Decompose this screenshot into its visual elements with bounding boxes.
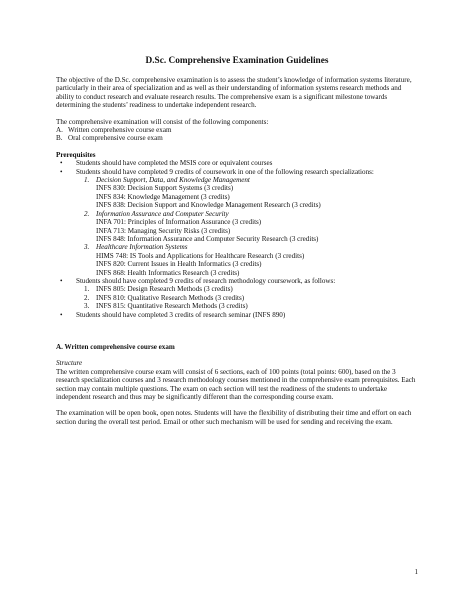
list-item xyxy=(56,126,418,134)
structure-paragraph: The written comprehensive course exam will consist of 6 sections, each of 100 points (total points: 600), based on the 3 research specialization courses and 3 research methodology courses mentioned in the comprehensive exam prerequisites. Each section may contain multiple questions. The exam on each section will test the readiness of the students to undertake independent research and thus may be significantly different than the corresponding course exam. xyxy=(56,367,416,401)
structure-label: Structure xyxy=(56,359,83,368)
bullet-text: Students should have completed 3 credits of research seminar (INFS 890) xyxy=(76,310,286,319)
components-intro: The comprehensive examination will consist of the following components: xyxy=(56,117,269,126)
list-number: 1. xyxy=(84,176,90,185)
specialization-list xyxy=(56,176,418,277)
list-item-text: Written comprehensive course exam xyxy=(68,126,172,135)
method-item xyxy=(56,302,418,310)
method-item xyxy=(56,285,418,293)
specialization-item xyxy=(56,243,418,251)
methods-list xyxy=(56,285,418,310)
method-item xyxy=(56,294,418,302)
method-text: INFS 805: Design Research Methods (3 credits) xyxy=(96,285,233,294)
list-item-text: Oral comprehensive course exam xyxy=(68,134,163,143)
specialization-item xyxy=(56,210,418,218)
specialization-name: Healthcare Information Systems xyxy=(96,243,188,252)
bullet-icon: • xyxy=(60,159,63,168)
course-line: INFS 830: Decision Support Systems (3 credits) xyxy=(96,184,234,193)
bullet-icon: • xyxy=(60,310,63,319)
bullet-item xyxy=(56,277,418,285)
bullet-item xyxy=(56,168,418,176)
specialization-name: Information Assurance and Computer Security xyxy=(96,209,229,218)
course-line: HIMS 748: IS Tools and Applications for Healthcare Research (3 credits) xyxy=(96,251,305,260)
list-number: 3. xyxy=(84,302,90,311)
bullet-text: Students should have completed 9 credits of coursework in one of the following research specializations: xyxy=(76,167,374,176)
intro-paragraph: The objective of the D.Sc. comprehensive examination is to assess the student’s knowledge of information systems literature, particularly in their area of specialization and as well as their understanding of information systems research methods and ability to conduct research and evaluate research results. The comprehensive exam is a significant milestone towards determining the students’ readiness to undertake independent research. xyxy=(56,76,412,110)
course-line: INFS 838: Decision Support and Knowledge Management Research (3 credits) xyxy=(96,201,321,210)
bullet-icon: • xyxy=(60,167,63,176)
bullet-text: Students should have completed 9 credits of research methodology coursework, as follows: xyxy=(76,276,336,285)
course-line: INFA 713: Managing Security Risks (3 credits) xyxy=(96,226,231,235)
section-a-heading: A. Written comprehensive course exam xyxy=(56,342,175,351)
course-line: INFS 820: Current Issues in Health Informatics (3 credits) xyxy=(96,260,262,269)
list-marker: B. xyxy=(56,134,63,143)
list-number: 2. xyxy=(84,293,90,302)
page-content xyxy=(56,56,418,434)
bullet-item xyxy=(56,311,418,319)
list-item xyxy=(56,134,418,142)
method-text: INFS 810: Qualitative Research Methods (3 credits) xyxy=(96,293,245,302)
specialization-item xyxy=(56,176,418,184)
prerequisites-heading: Prerequisites xyxy=(56,150,96,159)
page-number: 1 xyxy=(414,568,418,576)
components-list xyxy=(56,126,418,143)
course-line: INFS 868: Health Informatics Research (3 credits) xyxy=(96,268,240,277)
open-book-paragraph: The examination will be open book, open notes. Students will have the flexibility of distributing their time and effort on each section during the overall test period. Email or other such mechanism will be used for sending and receiving the exam. xyxy=(56,409,412,426)
page-title: D.Sc. Comprehensive Examination Guidelines xyxy=(145,56,329,66)
bullet-text: Students should have completed the MSIS core or equivalent courses xyxy=(76,159,273,168)
list-number: 2. xyxy=(84,209,90,218)
bullet-item xyxy=(56,159,418,167)
list-number: 1. xyxy=(84,285,90,294)
list-marker: A. xyxy=(56,126,63,135)
list-number: 3. xyxy=(84,243,90,252)
course-line: INFS 834: Knowledge Management (3 credits) xyxy=(96,192,230,201)
specialization-name: Decision Support, Data, and Knowledge Management xyxy=(96,176,250,185)
course-line: INFA 701: Principles of Information Assurance (3 credits) xyxy=(96,218,262,227)
bullet-icon: • xyxy=(60,276,63,285)
method-text: INFS 815: Quantitative Research Methods (3 credits) xyxy=(96,302,248,311)
course-line: INFS 848: Information Assurance and Computer Security Research (3 credits) xyxy=(96,234,319,243)
